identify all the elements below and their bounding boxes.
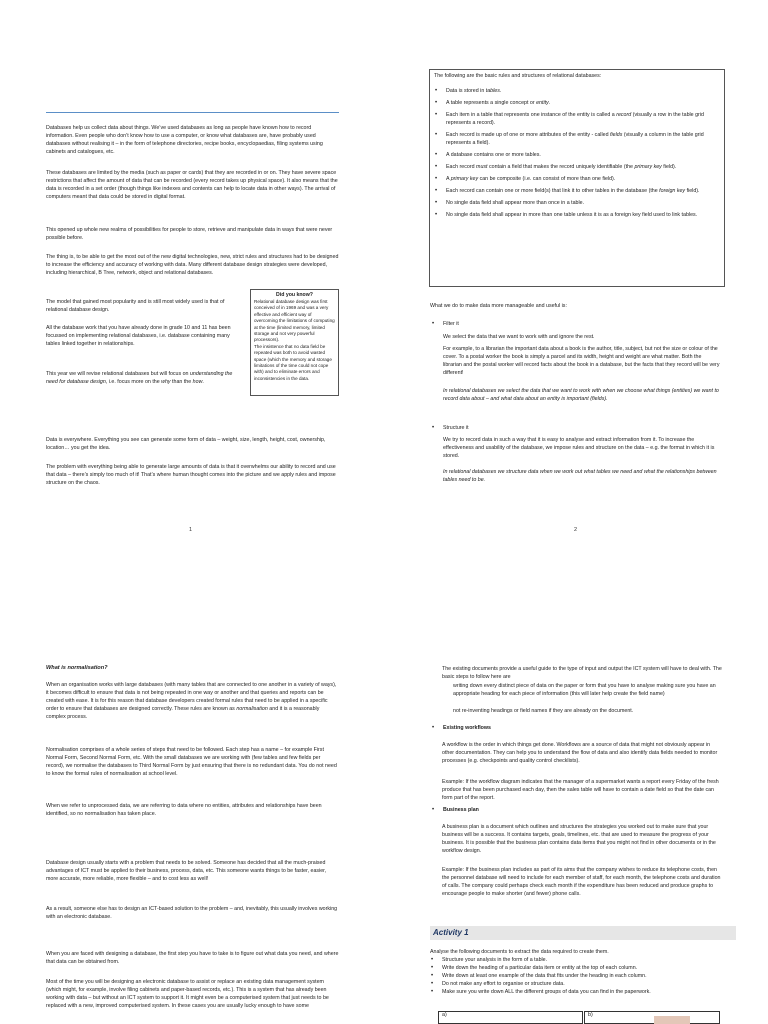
business-paragraph-2: Example: If the business plan includes as part of its aims that the company wishes to reduce its telephone costs, then the personnel database will need to include for each member of staff, for each month, the telephone costs and duration of calls. The company could perhaps check each month if the expenditure has been reduced and produce graphs to encourage people to make shorter (and fewer) phone calls. bbox=[442, 867, 721, 897]
rules-list bbox=[432, 87, 720, 223]
activity-item: • Do not make any effort to organise or structure data. bbox=[431, 981, 565, 987]
activity-item: • Make sure you write down ALL the different groups of data you can find in the paperwork. bbox=[431, 989, 651, 995]
activity-intro: Analyse the following documents to extract the data required to create them. bbox=[430, 949, 609, 955]
business-item: • Business plan bbox=[432, 807, 479, 813]
page-2 bbox=[384, 0, 768, 533]
workflows-item: • Existing workflows bbox=[432, 725, 491, 731]
filter-list bbox=[429, 320, 719, 328]
structure-list bbox=[429, 424, 719, 432]
rule-item: • A table represents a single concept or entity. bbox=[435, 100, 551, 106]
design-problem-paragraph: Database design usually starts with a problem that needs to be solved. Someone has decided that all the much-praised advantages of ICT must be applied to their business, process, data, etc. This someone wants things to be faster, easier, more accurate, more reliable, more flexible – and to cost less as well! bbox=[46, 860, 327, 882]
rules-intro: The following are the basic rules and structures of relational databases: bbox=[434, 73, 602, 79]
page-4 bbox=[384, 512, 768, 1024]
structure-paragraph-1: We try to record data in such a way that it is easy to analyse and extract information from it. To increase the effectiveness and usability of the database, we impose rules and structure on the data – e.g. the format in which it is stored. bbox=[443, 437, 715, 459]
rule-item: • Data is stored in tables. bbox=[435, 88, 502, 94]
workflows-paragraph-1: A workflow is the order in which things get done. Workflows are a source of data that might not obviously appear in other documentation. They can help you to understand the flow of data and also identify data fields needed to monitor processes (e.g. checkpoints and quality control checklists). bbox=[442, 742, 718, 764]
activity-list bbox=[428, 956, 728, 996]
filter-item: • Filter it bbox=[432, 321, 459, 327]
solution-paragraph: As a result, someone else has to design an ICT-based solution to the problem – and, inevitably, this usually involves working with an electronic database. bbox=[46, 906, 338, 920]
strategies-paragraph: The thing is, to be able to get the most out of the new digital technologies, new, strict rules and structures had to be designed to increase the efficiency and accuracy of working with data. Many different database design strategies were developed, including hierarchical, B Tree, network, object and relational databases. bbox=[46, 254, 339, 276]
answer-box-b: b) bbox=[584, 1011, 720, 1024]
rule-item: • No single data field shall appear in more than one table unless it is as a foreign key field used to link tables. bbox=[435, 212, 698, 218]
activity-heading-bar bbox=[430, 926, 736, 940]
activity-item: • Write down at least one example of the data that fits under the heading in each column. bbox=[431, 973, 647, 979]
rules-box bbox=[429, 69, 725, 287]
structure-paragraph-2: In relational databases we structure data when we work out what tables we need and what the relationships between tables need to be. bbox=[443, 469, 717, 483]
normalisation-heading: What is normalisation? bbox=[46, 665, 108, 671]
intro-paragraph: Databases help us collect data about things. We’ve used databases as long as people have known how to record information. Even people who don’t know how to use a computer, or know what databases are, have probably used databases without realising it – in the form of telephone directories, recipe books, encyclopaedias, filing systems using cabinets and catalogues, etc. bbox=[46, 125, 323, 155]
activity-item: • Structure your analysis in the form of a table. bbox=[431, 957, 548, 963]
unprocessed-paragraph: When we refer to unprocessed data, we are referring to data where no entities, attributes and relationships have been identified, so no normalisation has taken place. bbox=[46, 803, 322, 817]
rule-item: • Each record can contain one or more field(s) that link it to other tables in the database (the foreign key field). bbox=[435, 188, 700, 194]
did-you-know-text-1: Relational database design was first conceived of in 1969 and was a very effective and efficient way of overcoming the limitations of computing at the time (limited memory, limited storage and not very powerful processors). bbox=[254, 299, 335, 343]
normalisation-paragraph-1: When an organisation works with large databases (with many tables that are connected to one another in a variety of ways), it becomes difficult to ensure that data is not being repeated in one way or another and that queries and reports can be created with ease. It is for this reason that database developers created formal rules that need to be applied in a specific order to ensure that databases are designed correctly. These rules are known as normalisation and it is a reasonably complex process. bbox=[46, 682, 337, 720]
answer-box-a: a) bbox=[438, 1011, 583, 1024]
existing-docs-paragraph: The existing documents provide a useful guide to the type of input and output the ICT system will have to deal with. The basic steps to follow here are bbox=[442, 666, 722, 680]
rule-item: • A primary key can be composite (i.e. can consist of more than one field). bbox=[435, 176, 616, 182]
possibilities-paragraph: This opened up whole new realms of possibilities for people to store, retrieve and manipulate data in ways that were never possible before. bbox=[46, 227, 333, 241]
steps-item-1: writing down every distinct piece of data on the paper or form that you have to analyse making sure you have an appropriate heading for each piece of information (this will later help create the field name) bbox=[453, 683, 716, 697]
document-stamp bbox=[654, 1016, 690, 1024]
rule-item: • No single data field shall appear more than once in a table. bbox=[435, 200, 585, 206]
rule-item: • A database contains one or more tables. bbox=[435, 152, 541, 158]
workflows-paragraph-2: Example: If the workflow diagram indicates that the manager of a supermarket wants a report every Friday of the fresh produce that has been purchased each day, then the sales table will have to contain a date field so that the date can form part of the report. bbox=[442, 779, 719, 801]
did-you-know-box bbox=[250, 289, 339, 396]
filter-paragraph-1: We select the data that we want to work with and ignore the rest. bbox=[443, 334, 595, 340]
structure-item: • Structure it bbox=[432, 425, 469, 431]
business-paragraph-1: A business plan is a document which outlines and structures the strategies you worked out to make sure that your business will be a success. It contains targets, goals, timelines, etc. that are used to measure the progress of your business. It is possible that the business plan contains data items that you might not find in other documents or in the workflow design. bbox=[442, 824, 716, 854]
did-you-know-text-2: The insistence that no data field be repeated was both to avoid wasted space (which the memory and storage limitations of the time could not cope with) and to eliminate errors and inconsistencies in the data. bbox=[254, 343, 332, 381]
steps-item-2: not re-inventing headings or field names if they are already on the document. bbox=[453, 708, 634, 714]
workflows-list bbox=[429, 724, 721, 732]
rule-item: • Each record must contain a field that makes the record uniquely identifiable (the primary key field). bbox=[435, 164, 677, 170]
page-number: 2 bbox=[574, 527, 578, 533]
page-3 bbox=[0, 512, 384, 1024]
filter-paragraph-3: In relational databases we select the data that we want to work with when we choose what things (entities) we want to record data about – and what data about an entity is important (fields). bbox=[443, 388, 719, 402]
normalisation-paragraph-2: Normalisation comprises of a whole series of steps that need to be followed. Each step has a name – for example First Normal Form, Second Normal Form, etc. With the small databases we are working with (few tables and few fields per record), we normalise the databases to Third Normal Form by just ensuring that there is no redundant data. You do not need to know the formal rules of normalisation at school level. bbox=[46, 747, 337, 777]
revise-paragraph: This year we will revise relational databases but will focus on understanding the need for database design, i.e. focus more on the why than the how. bbox=[46, 371, 233, 385]
activity-item: • Write down the heading of a particular data item or entity at the top of each column. bbox=[431, 965, 638, 971]
rule-item: • Each item in a table that represents one instance of the entity is called a record (visually a row in the table grid represents a record). bbox=[435, 112, 704, 126]
page-1 bbox=[0, 0, 384, 533]
header-rule bbox=[46, 112, 339, 113]
limits-paragraph: These databases are limited by the media (such as paper or cards) that they are recorded in or on. They have severe space restrictions that affect the amount of data that can be recorded (every record takes up physical space). It also means that the data is recorded in a set order (though things like indexes and contents can help to locate data in other ways). The arrival of computers meant that data could be stored in digital format. bbox=[46, 170, 338, 200]
overwhelm-paragraph: The problem with everything being able to generate large amounts of data is that it overwhelms our ability to record and use that data – there’s simply too much of it! That’s where human thought comes into the picture and we apply rules and impose structure on the chaos. bbox=[46, 464, 336, 486]
manage-intro: What we do to make data more manageable and useful is: bbox=[430, 303, 567, 309]
existing-system-paragraph: Most of the time you will be designing an electronic database to assist or replace an existing data management system (which might, for example, involve filing cabinets and paper-based records, etc.). This is a system that has already been working with data – but without an ICT system to support it. It might even be a computerised system that just needs to be replaced with a new, improved computerised system. In these cases you are usually lucky enough to have some bbox=[46, 979, 329, 1009]
rule-item: • Each record is made up of one or more attributes of the entity - called fields (visually a column in the table grid represents a field). bbox=[435, 132, 704, 146]
business-list bbox=[429, 806, 721, 814]
model-paragraph: The model that gained most popularity and is still most widely used is that of relational database design. bbox=[46, 299, 225, 313]
first-step-paragraph: When you are faced with designing a database, the first step you have to take is to figure out what data you need, and where that data can be obtained from. bbox=[46, 951, 339, 965]
filter-paragraph-2: For example, to a librarian the important data about a book is the author, title, subject, but not the size or colour of the cover. To a postal worker the book is simply a parcel and its width, height and weight are what matter. Both the librarian and the postal worker will record facts about the book in a database, but the facts that they record will be very different! bbox=[443, 346, 720, 376]
did-you-know-title: Did you know? bbox=[276, 292, 313, 298]
activity-title: Activity 1 bbox=[433, 928, 469, 937]
grade-paragraph: All the database work that you have already done in grade 10 and 11 has been focussed on implementing relational databases, i.e. database containing many tables linked together in relationships. bbox=[46, 325, 231, 347]
data-everywhere-paragraph: Data is everywhere. Everything you see can generate some form of data – weight, size, length, height, cost, ownership, location… you get the idea. bbox=[46, 437, 326, 451]
page-number: 1 bbox=[189, 527, 193, 533]
